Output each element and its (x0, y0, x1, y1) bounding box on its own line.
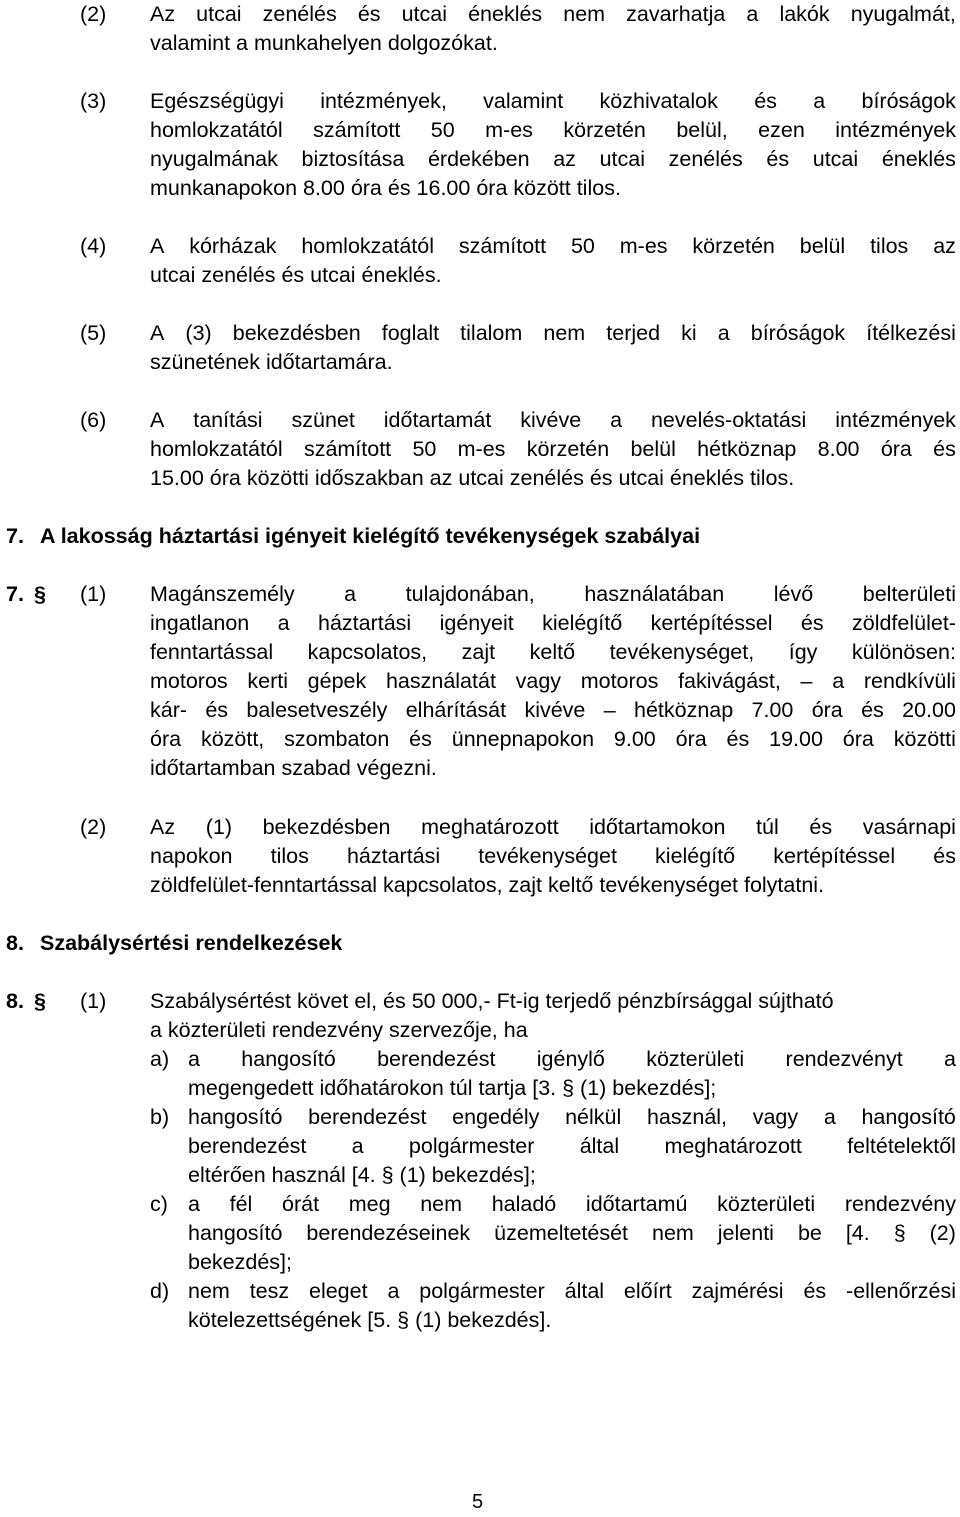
word: tevékenységet, (609, 640, 755, 664)
word: az (933, 234, 956, 258)
word: kielégítő (542, 611, 623, 635)
word: m-es (485, 118, 533, 142)
word: kivéve (520, 408, 582, 432)
text-line (150, 0, 956, 29)
word: nem (543, 321, 586, 345)
text-line (150, 319, 956, 348)
word: kerti (247, 669, 288, 693)
word: nélkül (565, 1105, 622, 1129)
word: bíróságok (861, 89, 956, 113)
word: a (188, 1192, 200, 1216)
text-line (150, 435, 956, 464)
paragraph-text (150, 0, 956, 58)
text-line: 15.00 óra közötti időszakban az utcai zenélés és utcai éneklés tilos. (150, 466, 795, 490)
text-line (150, 580, 956, 609)
word: óra (842, 727, 874, 751)
text-line: valamint a munkahelyen dolgozókat. (150, 31, 498, 55)
text-line: megengedett időhatárokon túl tartja [3. § (1) bekezdés]; (188, 1076, 717, 1100)
word: és (357, 2, 381, 26)
paragraph-number: (1) (80, 989, 107, 1013)
heading-title: Szabálysértési rendelkezések (40, 931, 343, 955)
section-number: 7. (6, 582, 24, 606)
word: homlokzatától (150, 118, 283, 142)
word: közhivatalok (599, 89, 718, 113)
word: 50 (570, 234, 595, 258)
word: óra (811, 698, 843, 722)
word: ítélkezési (866, 321, 956, 345)
word: feltételektől (847, 1134, 956, 1158)
text-line (150, 638, 956, 667)
paragraph-number: (3) (80, 89, 107, 113)
heading-number: 8. (6, 931, 24, 955)
word: éneklés (881, 147, 956, 171)
word: és (754, 89, 777, 113)
paragraph-text (150, 813, 956, 900)
text-line (150, 232, 956, 261)
text-line (150, 609, 956, 638)
word: utcai (812, 147, 859, 171)
word: számított (458, 234, 547, 258)
word: belül (630, 437, 676, 461)
word: használatát (385, 669, 496, 693)
word: a (813, 89, 826, 113)
word: engedély (452, 1105, 540, 1129)
word: ki (681, 321, 697, 345)
page-number: 5 (472, 1491, 484, 1513)
word: a (351, 1134, 364, 1158)
word: a (746, 2, 759, 26)
word: biztosítása (301, 147, 405, 171)
word: óra (880, 437, 912, 461)
word: és (933, 437, 956, 461)
word: tesz (249, 1279, 290, 1303)
word: zenélés (262, 2, 337, 26)
word: körzetén (526, 437, 610, 461)
word: a (188, 1047, 200, 1071)
word: által (564, 1279, 605, 1303)
word: körzetén (692, 234, 775, 258)
word: kár- (150, 698, 188, 722)
word: rendkívüli (863, 669, 956, 693)
paragraph-text (150, 232, 956, 290)
word: foglalt (381, 321, 440, 345)
word: keltő (529, 640, 576, 664)
word: gépek (307, 669, 367, 693)
word: A (150, 408, 165, 432)
word: és (205, 698, 229, 722)
word: valamint (483, 89, 564, 113)
word: érdekében (427, 147, 530, 171)
word: körzetén (563, 118, 646, 142)
word: az (553, 147, 576, 171)
word: a (717, 321, 730, 345)
word: berendezést (377, 1047, 496, 1071)
word: közötti (893, 727, 956, 751)
text-line: zöldfelület-fenntartással kapcsolatos, zajt keltő tevékenységet folytatni. (150, 873, 825, 897)
word: haladó (491, 1192, 557, 1216)
list-item-text (188, 1190, 956, 1277)
section-sign: § (34, 582, 46, 606)
list-item-label: b) (150, 1105, 170, 1129)
heading-title: A lakosság háztartási igényeit kielégítő tevékenységek szabályai (40, 524, 701, 548)
word: utcai (599, 147, 645, 171)
list-item-label: d) (150, 1279, 170, 1303)
word: kapcsolatos, (307, 640, 428, 664)
word: A (150, 234, 165, 258)
word: meg (348, 1192, 391, 1216)
word: tulajdonában, (405, 582, 535, 606)
text-line (188, 1045, 956, 1074)
word: hétköznap (633, 698, 734, 722)
word: kertépítéssel (650, 611, 773, 635)
word: számított (313, 118, 401, 142)
word: ingatlanon (150, 611, 250, 635)
word: időtartamát (383, 408, 492, 432)
word: utcai (401, 2, 448, 26)
word: motoros (150, 669, 228, 693)
word: óra (150, 727, 182, 751)
section-heading-7 (6, 522, 700, 551)
word: homlokzatától (301, 234, 434, 258)
word: időtartamokon (589, 815, 726, 839)
text-line (150, 116, 956, 145)
word: lévő (773, 582, 814, 606)
word: és (861, 698, 884, 722)
word: használ, (646, 1105, 728, 1129)
word: kertépítéssel (773, 844, 896, 868)
word: háztartási (346, 844, 441, 868)
word: -ellenőrzési (846, 1279, 956, 1303)
text-line: munkanapokon 8.00 óra és 16.00 óra között tilos. (150, 176, 621, 200)
word: kielégítő (655, 844, 736, 868)
word: túl (756, 815, 779, 839)
word: utcai (196, 2, 242, 26)
word: és (409, 727, 432, 751)
text-line: szünetének időtartamára. (150, 350, 393, 374)
paragraph-number: (1) (80, 582, 107, 606)
word: éneklés (468, 2, 543, 26)
word: szombaton (284, 727, 390, 751)
text-line (188, 1132, 956, 1161)
word: a (344, 582, 357, 606)
word: Egészségügyi (150, 89, 284, 113)
word: bekezdésben (262, 815, 391, 839)
word: belül, (676, 118, 728, 142)
text-line (188, 1190, 956, 1219)
word: üzemeltetését (494, 1221, 629, 1245)
word: igénylő (536, 1047, 605, 1071)
word: zajmérési (691, 1279, 784, 1303)
word: berendezést (308, 1105, 427, 1129)
word: és (766, 147, 790, 171)
word: 50 (412, 437, 437, 461)
word: 9.00 (613, 727, 656, 751)
section-sign: § (34, 989, 46, 1013)
list-item-label: c) (150, 1192, 168, 1216)
paragraph-text (150, 87, 956, 203)
word: belül (799, 234, 846, 258)
word: m-es (457, 437, 506, 461)
word: különösen: (851, 640, 956, 664)
text-line: eltérően használ [4. § (1) bekezdés]; (188, 1163, 536, 1187)
word: által (579, 1134, 620, 1158)
word: nyugalmát, (850, 2, 956, 26)
word: – (603, 698, 616, 722)
word: (2) (929, 1221, 956, 1245)
word: berendezést (188, 1134, 307, 1158)
paragraph-text (150, 580, 956, 783)
word: zenélés (668, 147, 743, 171)
text-line (150, 696, 956, 725)
paragraph-text (150, 319, 956, 377)
word: és (726, 727, 750, 751)
text-line (150, 725, 956, 754)
word: között, (200, 727, 265, 751)
text-line (150, 406, 956, 435)
word: napokon (150, 844, 233, 868)
word: és (800, 611, 824, 635)
list-item-label: a) (150, 1047, 170, 1071)
word: vagy (515, 669, 562, 693)
word: időtartamú (585, 1192, 688, 1216)
word: szünet (291, 408, 355, 432)
word: nem (651, 1221, 694, 1245)
text-line: kötelezettségének [5. § (1) bekezdés]. (188, 1308, 552, 1332)
paragraph-text (150, 406, 956, 493)
word: tilalom (460, 321, 523, 345)
word: intézmények (835, 118, 956, 142)
word: háztartási (317, 611, 412, 635)
word: órát (282, 1192, 320, 1216)
word: fenntartással (150, 640, 274, 664)
word: Magánszemély (150, 582, 295, 606)
paragraph-number: (2) (80, 815, 107, 839)
word: hangosító (241, 1047, 336, 1071)
word: igényeit (439, 611, 514, 635)
word: vagy (752, 1105, 799, 1129)
list-item-text (188, 1277, 956, 1335)
word: fél (229, 1192, 253, 1216)
paragraph-number: (6) (80, 408, 107, 432)
word: Az (150, 2, 176, 26)
word: 7.00 (751, 698, 794, 722)
word: intézmények (835, 408, 956, 432)
word: motoros (580, 669, 659, 693)
word: nevelés-oktatási (650, 408, 807, 432)
word: A (150, 321, 165, 345)
word: tevékenységet (478, 844, 617, 868)
word: nem (420, 1192, 463, 1216)
word: hétköznap (697, 437, 797, 461)
word: m-es (619, 234, 668, 258)
word: a (610, 408, 623, 432)
heading-number: 7. (6, 524, 24, 548)
list-item-text (188, 1103, 956, 1190)
word: ezen (758, 118, 805, 142)
word: elhárítását (405, 698, 507, 722)
word: eleget (308, 1279, 368, 1303)
word: terjed (606, 321, 661, 345)
word: zavarhatja (626, 2, 726, 26)
word: így (788, 640, 818, 664)
word: és (933, 844, 956, 868)
word: be (797, 1221, 822, 1245)
text-line (188, 1103, 956, 1132)
word: a (387, 1279, 400, 1303)
text-line (150, 667, 956, 696)
text-line (188, 1219, 956, 1248)
word: zöldfelület- (851, 611, 956, 635)
word: használatában (584, 582, 725, 606)
word: 8.00 (817, 437, 860, 461)
word: zajt (461, 640, 496, 664)
word: számított (303, 437, 392, 461)
word: kivéve (524, 698, 586, 722)
word: ünnepnapokon (451, 727, 595, 751)
text-line (150, 87, 956, 116)
word: a (944, 1047, 956, 1071)
word: hangosító (861, 1105, 956, 1129)
word: közterületi (717, 1192, 816, 1216)
paragraph-number: (5) (80, 321, 107, 345)
text-line (150, 842, 956, 871)
text-line (150, 145, 956, 174)
word: belterületi (862, 582, 956, 606)
word: óra (675, 727, 707, 751)
word: – (800, 669, 813, 693)
word: nem (188, 1279, 230, 1303)
word: tanítási (193, 408, 263, 432)
word: polgármester (419, 1279, 545, 1303)
section-heading-8 (6, 929, 342, 958)
word: a (832, 669, 845, 693)
text-line: a közterületi rendezvény szervezője, ha (150, 1018, 528, 1042)
word: balesetveszély (246, 698, 388, 722)
paragraph-number: (2) (80, 2, 107, 26)
text-line (188, 1277, 956, 1306)
word: berendezéseinek (306, 1221, 471, 1245)
word: rendezvényt (785, 1047, 903, 1071)
list-item-text (188, 1045, 956, 1103)
word: és (803, 1279, 827, 1303)
word: § (893, 1221, 906, 1245)
word: vasárnapi (862, 815, 956, 839)
word: bíróságok (750, 321, 846, 345)
text-line: Szabálysértést követ el, és 50 000,- Ft-ig terjedő pénzbírsággal sújtható (150, 989, 834, 1013)
text-line: bekezdés]; (188, 1250, 292, 1274)
word: előírt (623, 1279, 672, 1303)
word: tilos (870, 234, 909, 258)
word: rendezvény (844, 1192, 956, 1216)
word: nyugalmának (150, 147, 278, 171)
word: polgármester (408, 1134, 535, 1158)
text-line: utcai zenélés és utcai éneklés. (150, 263, 442, 287)
word: kórházak (189, 234, 277, 258)
word: jelenti (717, 1221, 774, 1245)
word: (3) (185, 321, 212, 345)
word: homlokzatától (150, 437, 283, 461)
word: a (823, 1105, 836, 1129)
word: 20.00 (902, 698, 956, 722)
word: meghatározott (664, 1134, 802, 1158)
word: Az (150, 815, 176, 839)
word: bekezdésben (232, 321, 361, 345)
word: lakók (779, 2, 830, 26)
word: (1) (205, 815, 232, 839)
text-line: időtartamban szabad végezni. (150, 756, 437, 780)
word: [4. (845, 1221, 870, 1245)
word: hangosító (188, 1221, 283, 1245)
word: a (277, 611, 290, 635)
word: fakivágást, (678, 669, 781, 693)
text-line (150, 813, 956, 842)
word: tilos (270, 844, 309, 868)
word: intézmények, (320, 89, 447, 113)
word: meghatározott (421, 815, 559, 839)
word: nem (563, 2, 606, 26)
word: 19.00 (769, 727, 823, 751)
word: közterületi (646, 1047, 745, 1071)
word: hangosító (188, 1105, 283, 1129)
section-number: 8. (6, 989, 24, 1013)
paragraph-text (150, 987, 956, 1045)
paragraph-number: (4) (80, 234, 107, 258)
word: 50 (430, 118, 455, 142)
word: és (809, 815, 833, 839)
